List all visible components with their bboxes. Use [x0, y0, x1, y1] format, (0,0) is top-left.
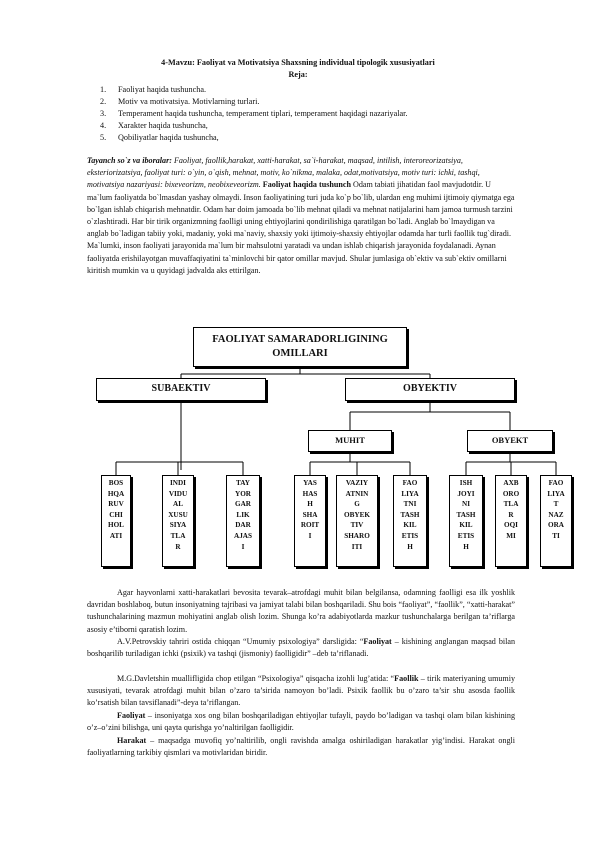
- leaf-individual-traits: INDI VIDU AL XUSU SIYA TLA R: [162, 475, 194, 567]
- plan-heading: Reja:: [288, 70, 308, 79]
- leaf-activity-control: FAO LIYA T NAZ ORA TI: [540, 475, 572, 567]
- leaf-readiness-level: TAY YOR GAR LIK DAR AJAS I: [226, 475, 260, 567]
- plan-item: 5. Qobiliyatlar haqida tushuncha,: [100, 133, 219, 142]
- leaf-workplace-organization: ISH JOYI NI TASH KIL ETIS H: [449, 475, 483, 567]
- object-box: OBYEKT: [467, 430, 553, 452]
- body-paragraph: M.G.Davletshin muallifligida chop etilgan “Psixologiya” qisqacha izohli lug’atida: “Faollik – tirik materiyaning umumiy xususiyati, tevarak atrofdagi muhit bilan o’zaro ta’sirida namoyon bo’ladi. Psixik faollik bu o’zaro ta’sir shu asosda faollik ko’rsatish bilan tavsiflanadi”-deya ta’riflangan.: [87, 674, 515, 708]
- keywords-paragraph: Tayanch so`z va iboralar: Faoliyat, faollik,harakat, xatti-harakat, sa`i-harakat, maqsad, intilish, interoreorizatsiya, eksteriorizatsiya, faoliyat turi: o`yin, o`qish, mehnat, motiv, ko`nikma, malaka, odat,motivatsiya, motiv turi: ichki, tashqi, motivatsiya nazariyasi: bixeveorizm, neobixeveorizm. Faoliyat haqida tushunch Odam tabiati jihatidan faol mavjudotdir. U ma`lum faoliyatda bo`lmasdan yashay olmaydi. Inson faoliyatining turi juda ko`p bo`lib, ulardan eng muhimi ijtimoiy qiymatga ega bo`lgan ishlab chiqarish mehnatdir. Odam har doim jamoada bo`lib mehnat qiladi va mehnat natijalarini ham jamoa turmush tarzini o`zlashtiradi. Har bir tirik organizmning faolligi uning ehtiyojlarini qondirilishiga qaratilgan bo`ladi. Anglab bo`lmaydigan va anglab bo`ladigan tabiiy yoki, madaniy, yoki ma`naviy, shaxsiy yoki ijtimoiy-shaxsiy ehtiyojlar odamda har turli faollik tug`diradi. Ma`lumki, inson faoliyati jarayonida ma`lum bir mahsulotni yaratadi va undan ishlab chiqarish jarayonida foydalanadi. Aynan faoliyatda erishilayotgan muvaffaqiyatini ta`minlovchi bir qator omillar mavjud. Shular jumlasiga ob`ektiv va sub`ektiv omillarni kiritish mumkin va u quyidagi jadvalda aks ettirilgan.: [87, 156, 515, 275]
- plan-item: 1. Faoliyat haqida tushuncha.: [100, 85, 206, 94]
- body-paragraph: Faoliyat – insoniyatga xos ong bilan boshqariladigan ehtiyojlar tufayli, paydo bo’ladigan va tashqi olam bilan kishining o’z–o’zini bilishga, uni qayta qurishga yo’naltirilgan faolligidir.: [87, 711, 515, 733]
- leaf-activity-organization: FAO LIYA TNI TASH KIL ETIS H: [393, 475, 427, 567]
- body-paragraph: Agar hayvonlarni xatti-harakatlari bevosita tevarak–atrofdagi muhit bilan belgilansa, odamning faolligi esa ilk yoshlik davridan boshlaboq, butun insoniyatning tajribasi va jamiyat talabi bilan boshqariladi. Shu bois “faoliyat”, “faollik”, “xatti-harakat” tushunchalarining mazmun mohiyatini anglab olish lozim. Shunga ko’ra adabiyotlarda mazkur tushunchalarga berilgan ta’riflarga asosiy e’tiborni qaratish lozim.: [87, 588, 515, 634]
- leaf-objective-situation: VAZIY ATNIN G OBYEK TIV SHARO ITI: [336, 475, 378, 567]
- body-paragraph: A.V.Petrovskiy tahriri ostida chiqqan “Umumiy psixologiya” darsligida: “Faoliyat – kishining anglangan maqsad bilan boshqarilib turiladigan ichki (psixik) va tashqi (jismoniy) faolligidir” –deb ta’riflanadi.: [87, 637, 516, 659]
- leaf-information-flow: AXB ORO TLA R OQI MI: [495, 475, 527, 567]
- plan-list: [100, 84, 408, 144]
- leaf-management-state: BOS HQA RUV CHI HOL ATI: [101, 475, 131, 567]
- plan-item: 3. Temperament haqida tushuncha, temperament tiplari, temperament haqidagi nazariyalar.: [100, 109, 408, 118]
- plan-item: 4. Xarakter haqida tushuncha,: [100, 121, 208, 130]
- subjective-box: SUBAEKTIV: [96, 378, 266, 401]
- environment-box: MUHIT: [308, 430, 392, 452]
- document-title: 4-Mavzu: Faoliyat va Motivatsiya Shaxsning individual tipologik xususiyatlari: [161, 58, 435, 67]
- leaf-living-conditions: YAS HAS H SHA ROIT I: [294, 475, 326, 567]
- diagram-root-box: FAOLIYAT SAMARADORLIGINING OMILLARI: [193, 327, 407, 367]
- plan-item: 2. Motiv va motivatsiya. Motivlarning turlari.: [100, 97, 260, 106]
- body-paragraph: Harakat – maqsadga muvofiq yo’naltirilib, ongli ravishda amalga oshiriladigan harakatlar yig’indisi. Harakat ongli faoliyatlarning tarkibiy qismlari va motivlaridan biridir.: [87, 736, 515, 758]
- objective-box: OBYEKTIV: [345, 378, 515, 401]
